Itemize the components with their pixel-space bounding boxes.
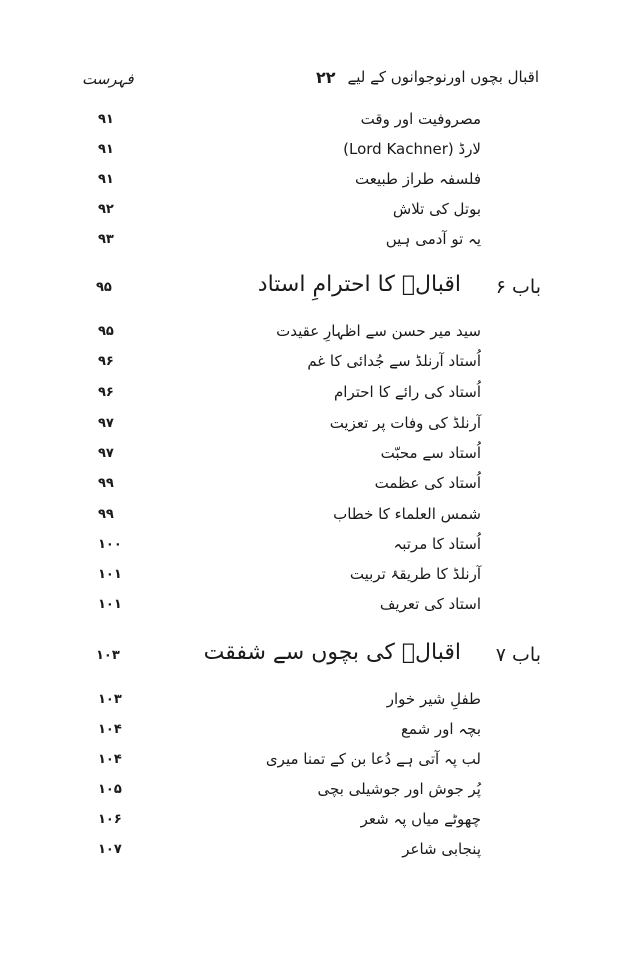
chapter-label: باب ۶ xyxy=(495,276,541,298)
entry-title: بچہ اور شمع xyxy=(400,720,481,738)
entry-page: ۱۰۳ xyxy=(98,692,122,707)
entry-title: استاد کی تعریف xyxy=(379,595,481,613)
entry-title: یہ تو آدمی ہیں xyxy=(385,230,481,248)
entry-title: بوتل کی تلاش xyxy=(392,200,481,218)
toc-label: فہرست xyxy=(82,70,134,88)
entry-page: ۹۹ xyxy=(98,476,114,491)
toc-entry xyxy=(0,412,621,440)
chapter-title: اقبالؒ کی بچوں سے شفقت xyxy=(203,640,461,665)
entry-page: ۹۳ xyxy=(98,232,114,247)
chapter-title: اقبالؒ کا احترامِ استاد xyxy=(257,272,461,297)
toc-entry xyxy=(0,688,621,716)
entry-page: ۱۰۱ xyxy=(98,597,122,612)
entry-title: آرنلڈ کا طریقۂ تربیت xyxy=(349,565,481,583)
entry-title: طفلِ شیر خوار xyxy=(386,690,481,708)
toc-entry xyxy=(0,748,621,776)
entry-title: اُستاد کا مرتبہ xyxy=(393,535,481,553)
entry-title: لارڈ (Lord Kachner) xyxy=(343,140,481,158)
entry-title: پنجابی شاعر xyxy=(402,840,481,858)
toc-entry xyxy=(0,381,621,409)
entry-title: اُستاد سے محبّت xyxy=(380,444,481,462)
entry-title: اُستاد کی عظمت xyxy=(374,474,481,492)
toc-entry xyxy=(0,168,621,196)
chapter-heading xyxy=(0,640,621,674)
toc-entry xyxy=(0,778,621,806)
entry-page: ۹۲ xyxy=(98,202,114,217)
entry-page: ۱۰۴ xyxy=(98,752,122,767)
toc-entry xyxy=(0,503,621,531)
entry-page: ۹۶ xyxy=(98,385,114,400)
entry-title: فلسفہ طراز طبیعت xyxy=(354,170,481,188)
entry-title: پُر جوش اور جوشیلی بچی xyxy=(317,780,481,798)
entry-page: ۱۰۱ xyxy=(98,567,122,582)
toc-entry xyxy=(0,228,621,256)
entry-title: شمس العلماء کا خطاب xyxy=(333,505,481,523)
toc-entry xyxy=(0,563,621,591)
toc-entry xyxy=(0,718,621,746)
entry-page: ۹۷ xyxy=(98,446,114,461)
entry-page: ۱۰۴ xyxy=(98,722,122,737)
running-header xyxy=(0,68,621,94)
entry-title: مصروفیت اور وقت xyxy=(360,110,481,128)
toc-entry xyxy=(0,320,621,348)
entry-page: ۹۷ xyxy=(98,416,114,431)
entry-page: ۱۰۶ xyxy=(98,812,122,827)
entry-title: لب پہ آتی ہے دُعا بن کے تمنا میری xyxy=(265,750,481,768)
entry-page: ۹۱ xyxy=(98,172,114,187)
entry-page: ۹۵ xyxy=(98,324,114,339)
toc-entry xyxy=(0,472,621,500)
chapter-page: ۱۰۳ xyxy=(96,648,120,663)
entry-title: اُستاد آرنلڈ سے جُدائی کا غم xyxy=(307,352,481,370)
entry-title: آرنلڈ کی وفات پر تعزیت xyxy=(329,414,481,432)
toc-entry xyxy=(0,138,621,166)
entry-page: ۹۶ xyxy=(98,354,114,369)
toc-entry xyxy=(0,533,621,561)
toc-entry xyxy=(0,593,621,621)
page-number: ۲۲ xyxy=(316,68,336,87)
book-title: اقبال بچوں اورنوجوانوں کے لیے xyxy=(347,68,539,86)
chapter-heading xyxy=(0,272,621,306)
entry-page: ۱۰۷ xyxy=(98,842,122,857)
entry-page: ۱۰۵ xyxy=(98,782,122,797)
toc-entry xyxy=(0,808,621,836)
toc-entry xyxy=(0,442,621,470)
toc-entry xyxy=(0,838,621,866)
toc-entry xyxy=(0,198,621,226)
toc-entry xyxy=(0,350,621,378)
chapter-label: باب ۷ xyxy=(495,644,541,666)
entry-page: ۹۱ xyxy=(98,142,114,157)
entry-page: ۹۹ xyxy=(98,507,114,522)
entry-title: اُستاد کی رائے کا احترام xyxy=(333,383,481,401)
entry-title: چھوٹے میاں پہ شعر xyxy=(360,810,481,828)
toc-entry xyxy=(0,108,621,136)
entry-title: سید میر حسن سے اظہارِ عقیدت xyxy=(276,322,481,340)
entry-page: ۹۱ xyxy=(98,112,114,127)
entry-page: ۱۰۰ xyxy=(98,537,122,552)
chapter-page: ۹۵ xyxy=(96,280,112,295)
